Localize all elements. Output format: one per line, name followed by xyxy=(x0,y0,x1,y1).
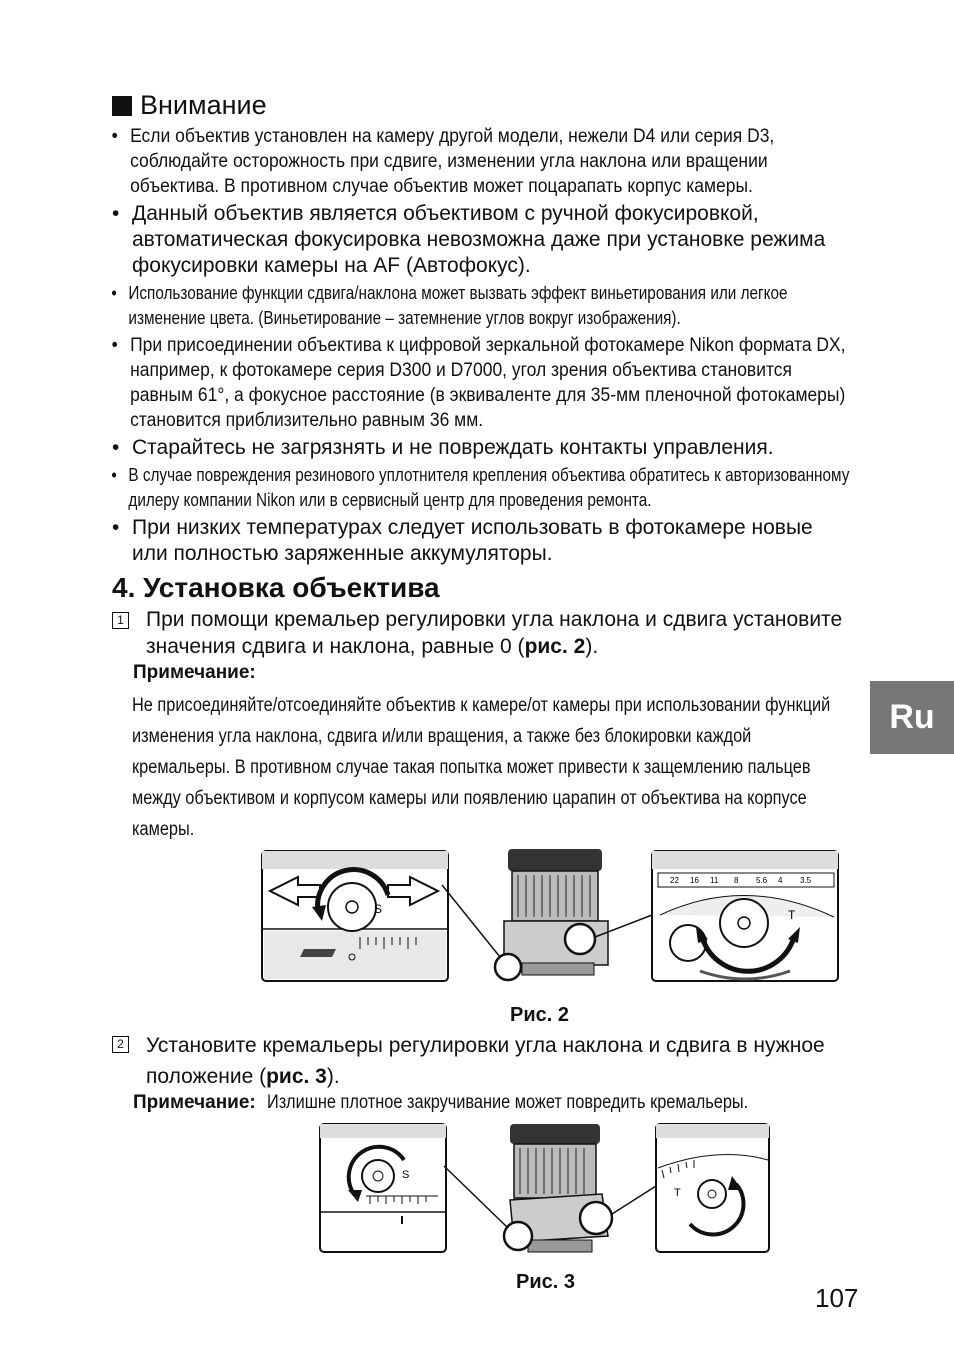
warning-item: • Использование функции сдвига/наклона может вызвать эффект виньетирования или легкое изменение цвета. (Виньетирование – затемнение углов вокруг изображения). xyxy=(108,281,859,331)
note-2 xyxy=(133,1092,827,1114)
note-2-label: Примечание: xyxy=(133,1092,256,1113)
fig3-tilt-knob-detail xyxy=(656,1124,769,1252)
fig2-shift-knob-detail xyxy=(262,851,448,981)
warning-item: • Старайтесь не загрязнять и не повреждать контакты управления. xyxy=(108,435,848,461)
fig2-lens xyxy=(442,849,652,980)
warning-title: Внимание xyxy=(140,90,267,120)
language-tab: Ru xyxy=(870,681,954,754)
figure-2-caption: Рис. 2 xyxy=(510,1004,569,1026)
step-1 xyxy=(112,606,852,660)
aperture-scale-label: 22 xyxy=(670,876,679,885)
fig2-tilt-knob-detail xyxy=(652,851,838,981)
shift-mark-label: S xyxy=(402,1169,410,1181)
step-2 xyxy=(112,1030,832,1092)
shift-mark-label: S xyxy=(374,902,383,916)
warning-item: • При низких температурах следует использовать в фотокамере новые или полностью заряженные аккумуляторы. xyxy=(108,515,848,567)
tilt-mark-label: T xyxy=(674,1187,681,1199)
aperture-scale-label: 5.6 xyxy=(756,876,768,885)
note-1-text: Не присоединяйте/отсоединяйте объектив к камере/от камеры при использовании функций изменения угла наклона, сдвига и/или вращения, а также без блокировки каждой кремальеры. В противном случае такая попытка может привести к защемлению пальцев между объективом и корпусом камеры или появлению царапин от объектива на корпусе камеры. xyxy=(132,695,831,840)
aperture-scale-label: 4 xyxy=(778,876,783,885)
aperture-scale-label: 3.5 xyxy=(800,876,812,885)
warning-item: • Данный объектив является объективом с ручной фокусировкой, автоматическая фокусировка невозможна даже при установке режима фокусировки камеры на AF (Автофокус). xyxy=(108,201,848,279)
figure-3-caption: Рис. 3 xyxy=(516,1271,575,1293)
warning-list xyxy=(108,124,848,569)
note-2-text: Излишне плотное закручивание может повредить кремальеры. xyxy=(267,1092,749,1113)
step-2-text: Установите кремальеры регулировки угла наклона и сдвига в нужное положение (рис. 3). xyxy=(146,1034,825,1088)
tilt-mark-label: T xyxy=(788,908,796,922)
aperture-scale-label: 16 xyxy=(690,876,699,885)
square-bullet-icon xyxy=(112,96,132,116)
step-1-text: При помощи кремальер регулировки угла наклона и сдвига установите значения сдвига и наклона, равные 0 (рис. 2). xyxy=(146,608,843,658)
figure-2 xyxy=(260,845,840,995)
figure-3 xyxy=(318,1120,773,1260)
fig3-lens xyxy=(444,1124,656,1252)
warning-item: • В случае повреждения резинового уплотнителя крепления объектива обратитесь к авторизованному дилеру компании Nikon или в сервисный центр для проведения ремонта. xyxy=(108,463,859,513)
warning-item: • Если объектив установлен на камеру другой модели, нежели D4 или серия D3, соблюдайте осторожность при сдвиге, изменении угла наклона или вращении объектива. В противном случае объектив может поцарапать корпус камеры. xyxy=(108,124,857,199)
fig3-shift-knob-detail xyxy=(320,1124,446,1252)
aperture-scale-label: 8 xyxy=(734,876,739,885)
note-1-label: Примечание: xyxy=(133,662,256,683)
aperture-scale-label: 11 xyxy=(710,876,719,885)
step-number: 1 xyxy=(112,612,129,629)
warning-heading xyxy=(112,90,267,121)
step-number: 2 xyxy=(112,1036,129,1053)
section-title: 4. Установка объектива xyxy=(112,572,440,603)
warning-item: • При присоединении объектива к цифровой зеркальной фотокамере Nikon формата DX, например, к фотокамере серия D300 и D7000, угол зрения объектива становится равным 61°, а фокусное расстояние (в эквиваленте для 35-мм пленочной фотокамеры) становится приблизительно равным 36 мм. xyxy=(108,333,857,433)
page-number: 107 xyxy=(815,1283,859,1313)
